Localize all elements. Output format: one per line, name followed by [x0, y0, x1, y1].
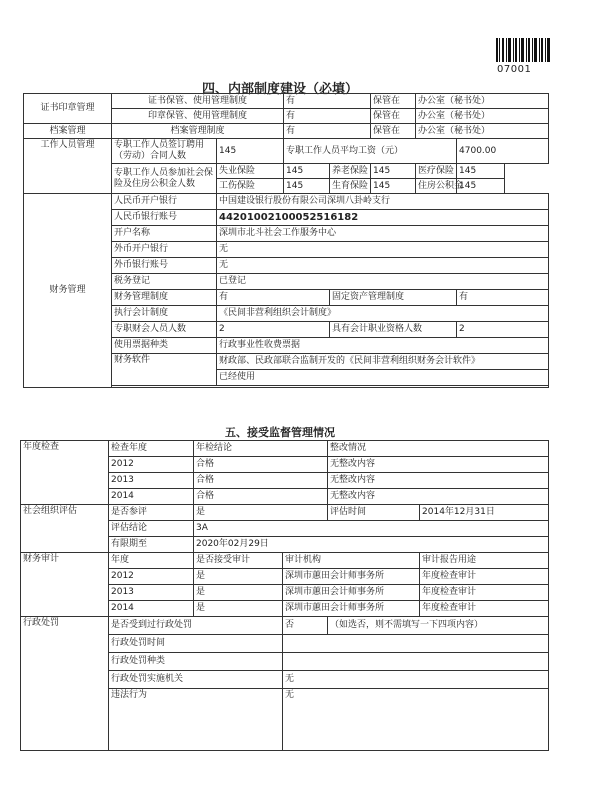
table-row — [21, 553, 549, 569]
field-value: 已登记 — [217, 274, 549, 290]
insurance-value: 145 — [371, 179, 416, 194]
field-value: 中国建设银行股份有限公司深圳八卦岭支行 — [217, 194, 549, 210]
document-code: 07001 — [497, 64, 532, 75]
field-label: 证书保管、使用管理制度 — [112, 94, 284, 109]
field-value: 2020年02月29日 — [194, 537, 549, 553]
section-label: 财务管理 — [24, 194, 112, 388]
field-label: 使用票据种类 — [112, 338, 217, 354]
section-label: 财务审计 — [21, 553, 109, 617]
field-value: 无 — [217, 258, 549, 274]
field-label: 固定资产管理制度 — [330, 290, 457, 306]
table-cell: 合格 — [194, 489, 328, 505]
field-label: 违法行为 — [109, 689, 283, 751]
field-value: 有 — [284, 124, 371, 139]
table-cell: 年度检查审计 — [420, 601, 549, 617]
field-value: 办公室（秘书处） — [416, 94, 549, 109]
column-header: 整改情况 — [328, 441, 549, 457]
table-row — [24, 94, 549, 109]
field-value: 有 — [217, 290, 330, 306]
field-value: 是 — [194, 505, 328, 521]
supervision-table — [20, 440, 549, 751]
field-label: 税务登记 — [112, 274, 217, 290]
table-cell: 年度检查审计 — [420, 585, 549, 601]
insurance-value: 145 — [457, 179, 505, 194]
table-cell: 无整改内容 — [328, 473, 549, 489]
column-header: 检查年度 — [109, 441, 194, 457]
table-cell: 2012 — [109, 457, 194, 473]
table-row — [21, 441, 549, 457]
field-label: 保管在 — [371, 94, 416, 109]
field-value — [283, 635, 549, 653]
table-cell: 2012 — [109, 569, 194, 585]
section-label: 社会组织评估 — [21, 505, 109, 553]
field-label: 专职财会人员人数 — [112, 322, 217, 338]
field-label: 开户名称 — [112, 226, 217, 242]
spacer-cell — [112, 386, 549, 388]
field-label: 行政处罚实施机关 — [109, 671, 283, 689]
field-label: 行政处罚种类 — [109, 653, 283, 671]
insurance-value: 145 — [284, 179, 330, 194]
column-header: 审计机构 — [283, 553, 420, 569]
column-header: 年检结论 — [194, 441, 328, 457]
column-header: 年度 — [109, 553, 194, 569]
field-value: 有 — [284, 94, 371, 109]
insurance-label: 养老保险 — [330, 164, 371, 179]
insurance-value: 145 — [284, 164, 330, 179]
field-label: 外币银行账号 — [112, 258, 217, 274]
section-label: 行政处罚 — [21, 617, 109, 751]
field-value: 4700.00 — [457, 139, 549, 164]
table-row — [21, 617, 549, 635]
field-value: 无 — [283, 671, 549, 689]
table-cell: 2013 — [109, 473, 194, 489]
section-label: 年度检查 — [21, 441, 109, 505]
table-row — [24, 124, 549, 139]
column-header: 审计报告用途 — [420, 553, 549, 569]
table-cell: 是 — [194, 569, 283, 585]
field-label: 有限期至 — [109, 537, 194, 553]
field-value: 145 — [217, 139, 284, 164]
field-value: 无 — [217, 242, 549, 258]
field-label: 外币开户银行 — [112, 242, 217, 258]
insurance-value: 145 — [371, 164, 416, 179]
table-cell: 合格 — [194, 473, 328, 489]
table-cell: 无整改内容 — [328, 457, 549, 473]
section-label: 档案管理 — [24, 124, 112, 139]
table-cell: 2013 — [109, 585, 194, 601]
field-label: 专职工作人员签订聘用（劳动）合同人数 — [112, 139, 217, 164]
field-value: 3A — [194, 521, 549, 537]
field-label: 人民币开户银行 — [112, 194, 217, 210]
field-value: 有 — [284, 109, 371, 124]
field-value: 深圳市北斗社会工作服务中心 — [217, 226, 549, 242]
field-value — [283, 653, 549, 671]
field-label: 保管在 — [371, 109, 416, 124]
table-cell: 合格 — [194, 457, 328, 473]
table-cell: 深圳市蕙田会计师事务所 — [283, 601, 420, 617]
table-cell: 深圳市蕙田会计师事务所 — [283, 569, 420, 585]
table-cell: 2014 — [109, 489, 194, 505]
field-label: 保管在 — [371, 124, 416, 139]
field-value: 否 — [283, 617, 328, 635]
field-value: 办公室（秘书处） — [416, 124, 549, 139]
field-value: 44201002100052516182 — [217, 210, 549, 226]
table-cell: 是 — [194, 601, 283, 617]
table-cell: 是 — [194, 585, 283, 601]
table-row — [21, 505, 549, 521]
field-label: 评估时间 — [328, 505, 420, 521]
field-value: 行政事业性收费票据 — [217, 338, 549, 354]
table-row — [24, 139, 549, 164]
field-label: 财务管理制度 — [112, 290, 217, 306]
table-cell: 年度检查审计 — [420, 569, 549, 585]
field-label: 档案管理制度 — [112, 124, 284, 139]
insurance-label: 医疗保险 — [416, 164, 457, 179]
table-cell: 2014 — [109, 601, 194, 617]
field-value: 2014年12月31日 — [420, 505, 549, 521]
insurance-label: 住房公积金 — [416, 179, 457, 194]
field-label: 行政处罚时间 — [109, 635, 283, 653]
internal-system-table — [23, 93, 549, 388]
field-note: （如选否，则不需填写一下四项内容） — [328, 617, 549, 635]
field-label: 财务软件 — [112, 354, 217, 386]
field-value: 2 — [217, 322, 330, 338]
field-value: 有 — [457, 290, 549, 306]
field-label: 是否参评 — [109, 505, 194, 521]
field-value: 已经使用 — [217, 370, 549, 386]
field-value: 财政部、民政部联合监制开发的《民间非营利组织财务会计软件》 — [217, 354, 549, 370]
field-label: 印章保管、使用管理制度 — [112, 109, 284, 124]
field-label: 是否受到过行政处罚 — [109, 617, 283, 635]
field-label: 具有会计职业资格人数 — [330, 322, 457, 338]
section4-title: 四、内部制度建设（必填） — [201, 82, 358, 97]
field-label: 人民币银行账号 — [112, 210, 217, 226]
section5-title: 五、接受监督管理情况 — [225, 426, 335, 439]
field-value: 2 — [457, 322, 549, 338]
field-label: 专职工作人员平均工资（元） — [284, 139, 457, 164]
insurance-label: 失业保险 — [217, 164, 284, 179]
field-value: 《民间非营利组织会计制度》 — [217, 306, 549, 322]
table-row — [24, 194, 549, 210]
barcode-icon — [496, 38, 550, 62]
field-value: 办公室（秘书处） — [416, 109, 549, 124]
field-value: 无 — [283, 689, 549, 751]
field-label: 专职工作人员参加社会保险及住房公积金人数 — [112, 164, 217, 194]
table-cell: 深圳市蕙田会计师事务所 — [283, 585, 420, 601]
table-cell: 无整改内容 — [328, 489, 549, 505]
insurance-label: 工伤保险 — [217, 179, 284, 194]
column-header: 是否接受审计 — [194, 553, 283, 569]
field-label: 执行会计制度 — [112, 306, 217, 322]
insurance-label: 生育保险 — [330, 179, 371, 194]
section-label: 工作人员管理 — [24, 139, 112, 194]
insurance-value: 145 — [457, 164, 505, 179]
field-label: 评估结论 — [109, 521, 194, 537]
section-label: 证书印章管理 — [24, 94, 112, 124]
